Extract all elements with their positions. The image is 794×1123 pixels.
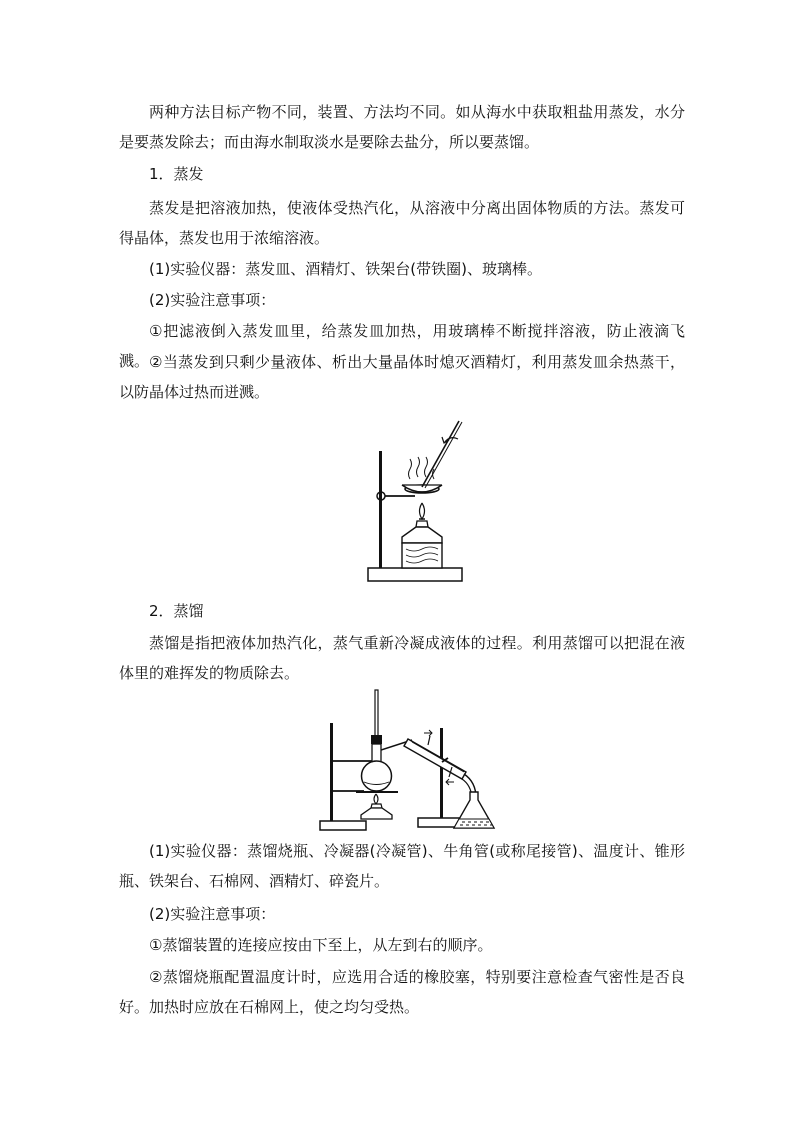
distillation-instruments: (1)实验仪器：蒸馏烧瓶、冷凝器(冷凝管)、牛角管(或称尾接管)、温度计、锥形瓶、铁架台、石棉网、酒精灯、碎瓷片。 <box>119 842 685 890</box>
right-stand-rod <box>440 728 443 818</box>
distillation-flask <box>362 761 392 791</box>
distillation-notes-title: (2)实验注意事项： <box>149 905 276 923</box>
distillate <box>454 819 494 828</box>
evaporation-note-1: ①把滤液倒入蒸发皿里，给蒸发皿加热，用玻璃棒不断搅拌溶液，防止液滴飞溅。 <box>119 322 685 370</box>
stand-base <box>368 568 462 581</box>
distillation-note-1: ①蒸馏装置的连接应按由下至上，从左到右的顺序。 <box>149 936 493 954</box>
condenser <box>404 739 466 779</box>
vapor-lines <box>409 459 412 479</box>
water-out-arrow <box>424 730 432 736</box>
alcohol-lamp <box>402 527 442 543</box>
distillation-apparatus-figure <box>316 688 506 834</box>
evaporation-instruments: (1)实验仪器：蒸发皿、酒精灯、铁架台(带铁圈)、玻璃棒。 <box>149 260 542 278</box>
lamp-cap <box>416 521 428 527</box>
glass-rod <box>422 421 459 487</box>
distillation-heading: 2．蒸馏 <box>149 602 204 620</box>
evaporation-notes-title: (2)实验注意事项： <box>149 291 276 309</box>
flame <box>420 503 425 519</box>
left-stand-rod <box>330 723 333 821</box>
evaporation-heading: 1．蒸发 <box>149 165 204 183</box>
left-stand-base <box>320 821 366 830</box>
flame <box>374 794 378 804</box>
water-in-arrow <box>446 779 454 785</box>
evaporation-apparatus-figure <box>362 413 472 590</box>
stand-rod <box>379 451 382 568</box>
water-outlet <box>428 736 430 745</box>
alcohol-lamp <box>361 808 392 819</box>
distillation-note-2: ②蒸馏烧瓶配置温度计时，应选用合适的橡胶塞，特别要注意检查气密性是否良好。加热时应放在石棉网上，使之均匀受热。 <box>119 968 685 1016</box>
distillation-definition: 蒸馏是指把液体加热汽化，蒸气重新冷凝成液体的过程。利用蒸馏可以把混在液体里的难挥发的物质除去。 <box>119 634 685 682</box>
evaporation-definition: 蒸发是把溶液加热，使液体受热汽化，从溶液中分离出固体物质的方法。蒸发可得晶体，蒸发也用于浓缩溶液。 <box>119 199 685 247</box>
intro-paragraph: 两种方法目标产物不同，装置、方法均不同。如从海水中获取粗盐用蒸发，水分是要蒸发除去；而由海水制取淡水是要除去盐分，所以要蒸馏。 <box>119 103 685 151</box>
evaporation-note-2: ②当蒸发到只剩少量液体、析出大量晶体时熄灭酒精灯，利用蒸发皿余热蒸干，以防晶体过热而迸溅。 <box>119 353 685 401</box>
rubber-stopper <box>371 735 382 744</box>
